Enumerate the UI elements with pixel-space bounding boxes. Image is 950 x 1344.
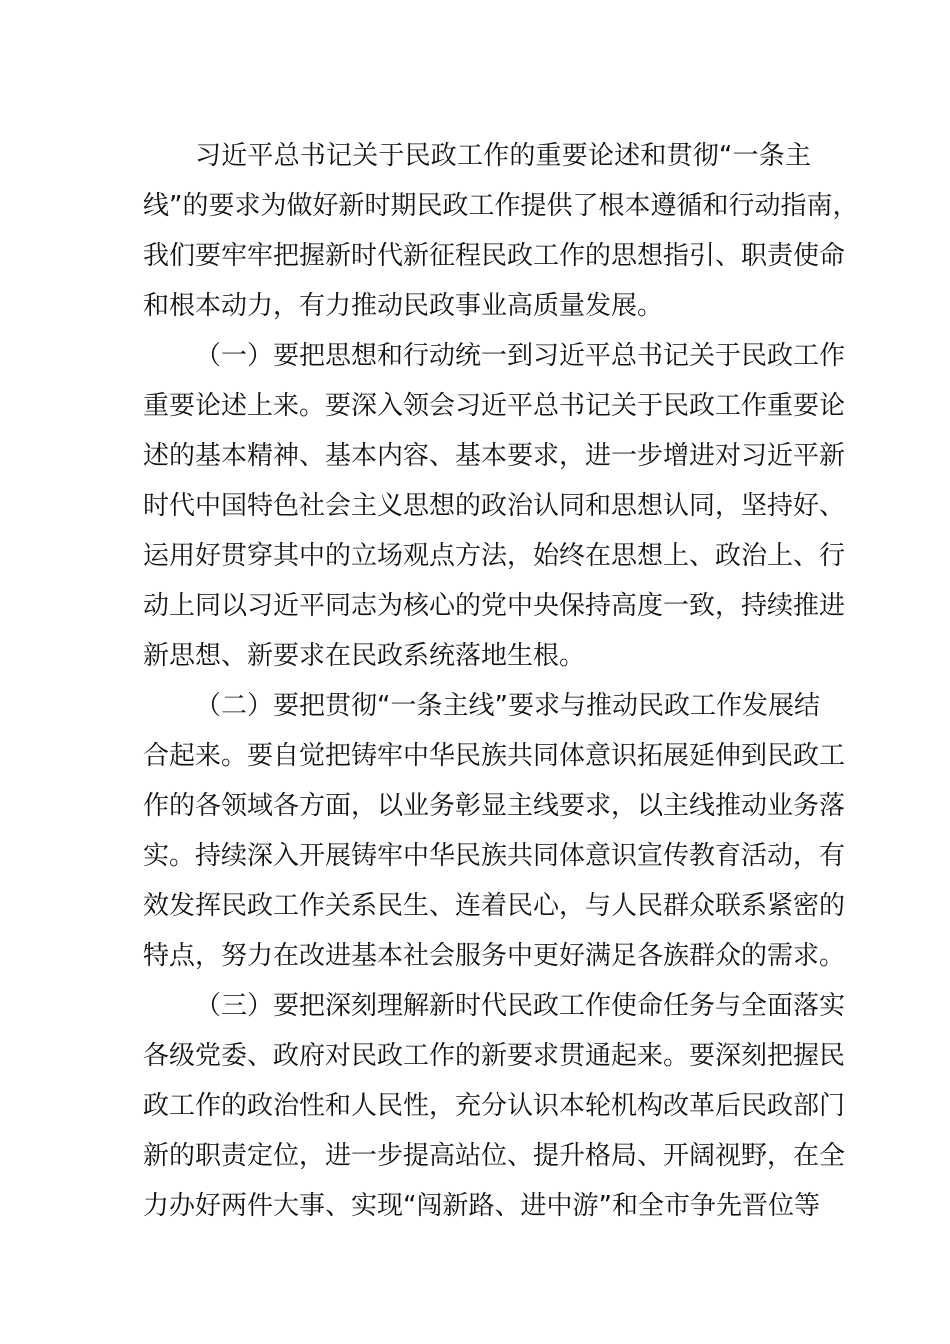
text-line: 力办好两件大事、实现“闯新路、进中游”和全市争先晋位等 — [143, 1191, 820, 1221]
text-line: 线”的要求为做好新时期民政工作提供了根本遵循和行动指南， — [143, 191, 859, 221]
text-line: 实。持续深入开展铸牢中华民族共同体意识宣传教育活动，有 — [143, 841, 846, 871]
text-line: 效发挥民政工作关系民生、连着民心，与人民群众联系紧密的 — [143, 891, 846, 921]
text-line: 政工作的政治性和人民性，充分认识本轮机构改革后民政部门 — [143, 1091, 846, 1121]
text-line: （三）要把深刻理解新时代民政工作使命任务与全面落实 — [195, 991, 846, 1021]
text-line: 运用好贯穿其中的立场观点方法，始终在思想上、政治上、行 — [143, 541, 846, 571]
text-line: 时代中国特色社会主义思想的政治认同和思想认同，坚持好、 — [143, 491, 846, 521]
text-line: 动上同以习近平同志为核心的党中央保持高度一致，持续推进 — [143, 591, 846, 621]
text-line: 合起来。要自觉把铸牢中华民族共同体意识拓展延伸到民政工 — [143, 741, 846, 771]
text-line: 习近平总书记关于民政工作的重要论述和贯彻“一条主 — [195, 141, 811, 171]
document-body — [143, 131, 859, 1231]
text-line: 重要论述上来。要深入领会习近平总书记关于民政工作重要论 — [143, 391, 846, 421]
text-line: 各级党委、政府对民政工作的新要求贯通起来。要深刻把握民 — [143, 1041, 846, 1071]
text-line: （二）要把贯彻“一条主线”要求与推动民政工作发展结 — [195, 691, 820, 721]
text-line: 我们要牢牢把握新时代新征程民政工作的思想指引、职责使命 — [143, 241, 846, 271]
text-line: 新思想、新要求在民政系统落地生根。 — [143, 641, 586, 671]
text-line: 作的各领域各方面，以业务彰显主线要求，以主线推动业务落 — [143, 791, 846, 821]
text-line: 和根本动力，有力推动民政事业高质量发展。 — [143, 291, 664, 321]
text-line: （一）要把思想和行动统一到习近平总书记关于民政工作 — [195, 341, 846, 371]
text-line: 特点，努力在改进基本社会服务中更好满足各族群众的需求。 — [143, 941, 846, 971]
text-line: 新的职责定位，进一步提高站位、提升格局、开阔视野，在全 — [143, 1141, 846, 1171]
text-line: 述的基本精神、基本内容、基本要求，进一步增进对习近平新 — [143, 441, 846, 471]
